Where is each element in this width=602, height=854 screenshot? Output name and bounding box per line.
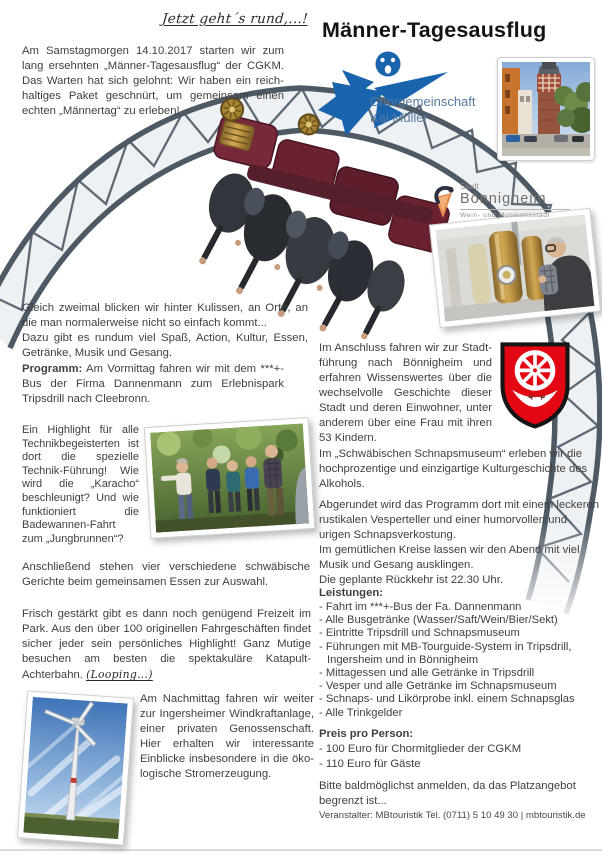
paragraph-stadtfuehrung [319, 341, 573, 446]
paragraph-stadtfuehrung-text: Im Anschluss fahren wir zur Stadtführung nach Bönnigheim und erfahren Wissenswertes über die wechselvolle Geschichte dieser Stadt und deren Einwohner, unter anderem über eine Frau mit ihren 53 Kindern. [319, 342, 492, 444]
paragraph-windkraft [22, 692, 314, 846]
paragraph-abend-musik: Im gemütlichen Kreise lassen wir den Abend mit viel Musik und Gesang ausklingen. [319, 544, 580, 571]
list-item: - Fahrt im ***+-Bus der Fa. Dannenmann [319, 601, 522, 613]
price-heading: Preis pro Person: [319, 728, 414, 740]
paragraph-abend-vesper: Abgerundet wird das Programm dort mit einem leckeren rustikalen Vesperteller und einer humorvollen und urigen Schnapsverkostung. [319, 499, 600, 541]
organizer-line: Veranstalter: MBtouristik Tel. (0711) 5 10 49 30 | mbtouristik.de [319, 810, 586, 821]
leistungen-heading: Leistungen: [319, 587, 384, 599]
list-item: - Mittagessen und alle Getränke in Tripsdrill [319, 667, 535, 680]
price-item: - 110 Euro für Gäste [319, 758, 421, 770]
paragraph-kulissen [22, 301, 308, 361]
programm-text: Am Vormittag fahren wir mit dem ***+-Bus der Firma Dannenmann zum Erlebnispark Tripsdrill nach Cleebronn. [22, 363, 285, 405]
paragraph-technik-text: Ein Highlight für alle Technikbegeisterten ist dort die spezielle Technik-Führung! Wie wird die „Karacho“ beschleunigt? Und wie funktioniert die Badewannen-Fahrt zum „Jungbrunnen“? [22, 424, 139, 545]
list-item: - Eintritte Tripsdrill und Schnapsmuseum [319, 627, 520, 640]
price-list [319, 742, 600, 772]
schnapsmuseum-photo [429, 208, 601, 328]
paragraph-kulissen-part2: Dazu gibt es rundum viel Spaß, Action, Kultur, Essen, Getränke, Musik und Gesang. [22, 332, 308, 359]
group-photo [144, 417, 316, 539]
windmill-photo [17, 690, 134, 845]
boennigheim-logo-subtitle: Wein- und Museumsstadt [460, 209, 570, 219]
paragraph-freizeit [22, 607, 311, 683]
paragraph-freizeit-text: Frisch gestärkt gibt es dann noch genügend Freizeit im Park. Aus den über 100 originellen Fahrgeschäften findet sicher jeder sein persönliches Highlight! Ganz Mutige besuchen am besten die spektakuläre Katapult-Achterbahn. [22, 608, 311, 681]
cgkm-logo [316, 48, 496, 143]
paragraph-kulissen-part1: Gleich zweimal blicken wir hinter Kulissen, an Orte, an die man normalerweise nicht so einfach kommt... [22, 302, 308, 329]
list-item: - Alle Busgetränke (Wasser/Saft/Wein/Bier/Sekt) [319, 614, 558, 627]
boennigheim-logo-name: Bönnigheim [460, 191, 547, 207]
boennigheim-logo-small-text: Stadt [460, 182, 479, 191]
boennigheim-logo-icon [430, 184, 456, 220]
coat-of-arms-spacer [497, 343, 573, 435]
paragraph-abend-rueckkehr: Die geplante Rückkehr ist 22.30 Uhr. [319, 574, 503, 586]
handwritten-heading [150, 12, 320, 28]
cgkm-logo-name-line2: Kai Müller [370, 110, 428, 125]
price-item: - 100 Euro für Chormitglieder der CGKM [319, 743, 522, 755]
paragraph-windkraft-text: Am Nachmittag fahren wir weiter zur Ingersheimer Windkraftanlage, einer privaten Genossenschaft. Hier erhalten wir interessante Einblicke insbesondere in die ökologische Stromerzeugung. [140, 693, 314, 780]
list-item: - Führungen mit MB-Tourguide-System in Tripsdrill, Ingersheim und in Bönnigheim [319, 640, 572, 666]
handwritten-heading-text: Jetzt geht´s rund,...! [161, 11, 309, 27]
looping-note: (Looping...) [86, 668, 153, 681]
paragraph-abend [319, 498, 600, 588]
paragraph-technik [22, 424, 312, 546]
cgkm-logo-name-line1: Chorgemeinschaft [370, 94, 476, 109]
paragraph-schnapsmuseum: Im „Schwäbischen Schnapsmuseum“ erleben wir die hochprozentige und einzigartige Kulturgeschichte des Alkohols. [319, 448, 588, 490]
signup-note: Bitte baldmöglichst anmelden, da das Platzangebot begrenzt ist... [319, 780, 576, 807]
list-item: - Vesper und alle Getränke im Schnapsmuseum [319, 680, 557, 693]
page-title: Männer-Tagesausflug [322, 18, 547, 42]
programm-label: Programm: [22, 363, 83, 375]
list-item: - Schnaps- und Likörprobe inkl. einem Schnapsglas [319, 693, 575, 706]
tower-street-photo [497, 57, 595, 161]
list-item: - Alle Trinkgelder [319, 706, 403, 719]
paragraph-programm [22, 362, 284, 407]
paragraph-essen: Anschließend stehen vier verschiedene schwäbische Gerichte beim gemeinsamen Essen zur Auswahl. [22, 561, 310, 588]
intro-paragraph: Am Samstagmorgen 14.10.2017 starten wir zum lang ersehnten „Männer-Tagesausflug“ der CGKM. Das Warten hat sich gelohnt: Wir haben ein reichhaltiges Paket geschnürt, um gemeinsam einen echten „Männertag“ zu erleben! [22, 45, 284, 117]
leistungen-list [319, 601, 602, 720]
